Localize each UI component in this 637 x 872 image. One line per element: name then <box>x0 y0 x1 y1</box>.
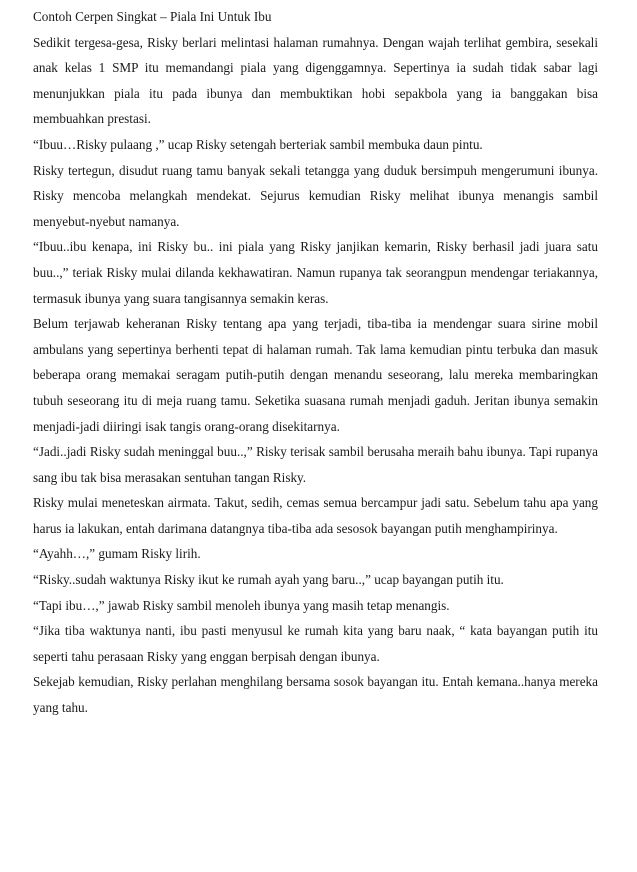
paragraph: “Ibuu..ibu kenapa, ini Risky bu.. ini piala yang Risky janjikan kemarin, Risky berhasil jadi juara satu buu..,” teriak Risky mulai dilanda kekhawatiran. Namun rupanya tak seorangpun mendengar teriakannya, termasuk ibunya yang suara tangisannya semakin keras. <box>33 239 598 306</box>
paragraph: “Jadi..jadi Risky sudah meninggal buu..,” Risky terisak sambil berusaha meraih bahu ibunya. Tapi rupanya sang ibu tak bisa merasakan sentuhan tangan Risky. <box>33 444 598 485</box>
paragraph: Sekejab kemudian, Risky perlahan menghilang bersama sosok bayangan itu. Entah kemana..hanya mereka yang tahu. <box>33 674 598 716</box>
document-title: Contoh Cerpen Singkat – Piala Ini Untuk Ibu <box>33 9 272 24</box>
paragraph: “Ayahh…,” gumam Risky lirih. <box>33 546 201 562</box>
paragraph: Sedikit tergesa-gesa, Risky berlari melintasi halaman rumahnya. Dengan wajah terlihat gembira, sesekali anak kelas 1 SMP itu memandangi piala yang digenggamnya. Sepertinya ia sudah tidak sabar lagi menunjukkan piala itu pada ibunya dan membuktikan hobi sepakbola yang ia banggakan bisa membuahkan prestasi. <box>33 34 598 127</box>
paragraph: “Jika tiba waktunya nanti, ibu pasti menyusul ke rumah kita yang baru naak, “ kata bayangan putih itu seperti tahu perasaan Risky yang enggan berpisah dengan ibunya. <box>33 623 598 664</box>
paragraph: “Tapi ibu…,” jawab Risky sambil menoleh ibunya yang masih tetap menangis. <box>33 597 450 613</box>
paragraph: “Ibuu…Risky pulaang ,” ucap Risky setengah berteriak sambil membuka daun pintu. <box>33 136 483 152</box>
paragraph: Risky mulai meneteskan airmata. Takut, sedih, cemas semua bercampur jadi satu. Sebelum tahu apa yang harus ia lakukan, entah darimana datangnya tiba-tiba ada sesosok bayangan putih menghampirinya. <box>33 495 598 536</box>
paragraph: Risky tertegun, disudut ruang tamu banyak sekali tetangga yang duduk bersimpuh mengerumuni ibunya. Risky mencoba melangkah mendekat. Sejurus kemudian Risky melihat ibunya menangis sambil menyebut-nyebut namanya. <box>33 162 598 229</box>
document-page <box>33 4 598 721</box>
paragraph: “Risky..sudah waktunya Risky ikut ke rumah ayah yang baru..,” ucap bayangan putih itu. <box>33 572 504 588</box>
paragraph: Belum terjawab keheranan Risky tentang apa yang terjadi, tiba-tiba ia mendengar suara sirine mobil ambulans yang sepertinya berhenti tepat di halaman rumah. Tak lama kemudian pintu terbuka dan masuk beberapa orang memakai seragam putih-putih dengan menandu seseorang, lalu mereka membaringkan tubuh seseorang itu di meja ruang tamu. Seketika suasana rumah menjadi gaduh. Jeritan ibunya semakin menjadi-jadi diiringi isak tangis orang-orang disekitarnya. <box>33 316 598 434</box>
